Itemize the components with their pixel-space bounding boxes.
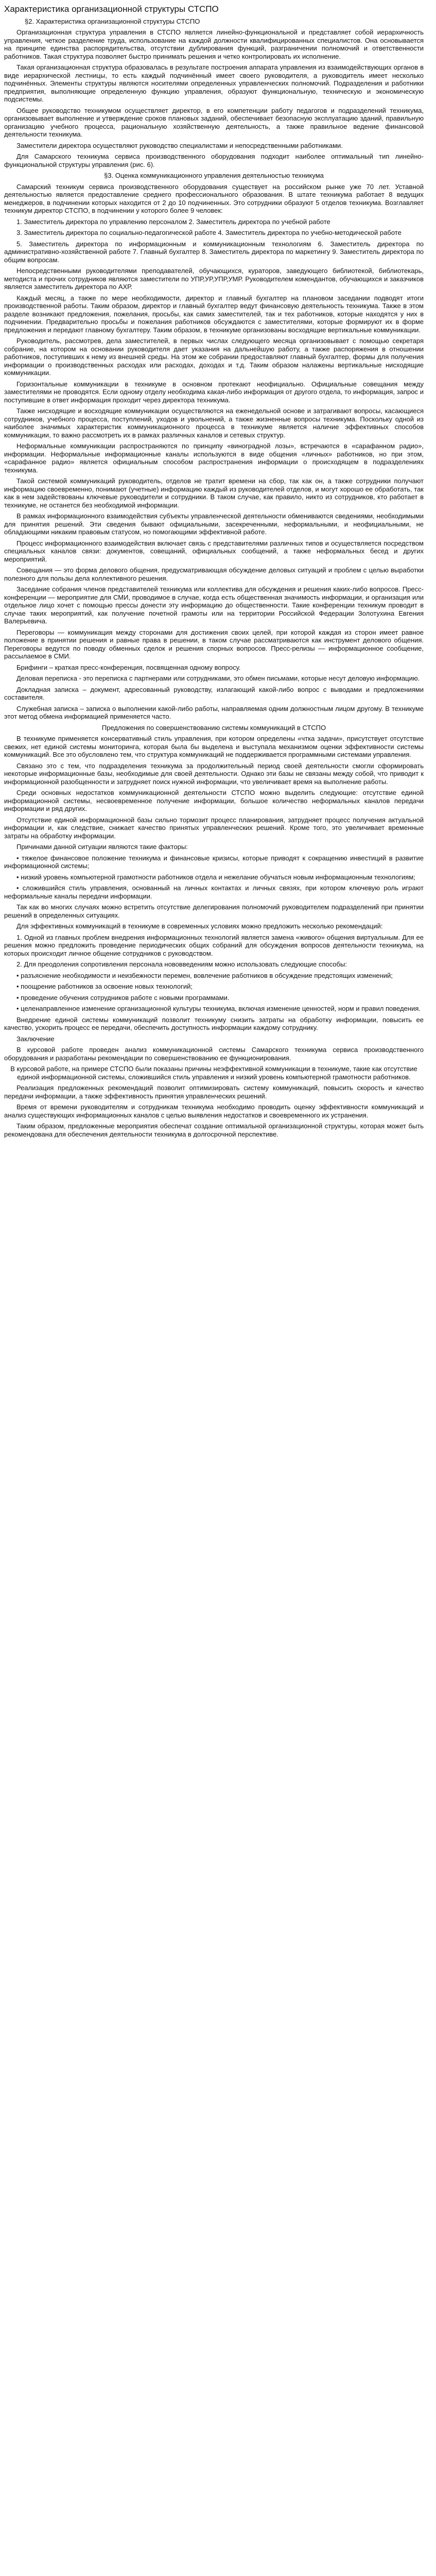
section-subheading: Предложения по совершенствованию системы коммуникаций в СТСПО [101, 723, 326, 732]
body-paragraph: Причинами данной ситуации являются такие факторы: [16, 843, 188, 851]
section-subheading: §3. Оценка коммуникационного управления деятельностью техникума [104, 172, 324, 179]
body-paragraph: • тяжелое финансовое положение техникума и финансовые кризисы, которые приводят к сокращению инвестиций в развитие информационной системы; [4, 854, 424, 870]
body-paragraph: • целенаправленное изменение организационной культуры техникума, включая изменение ценностей, норм и правил поведения. [16, 1005, 421, 1012]
body-paragraph: Связано это с тем, что подразделения техникума за продолжительный период своей деятельности смогли сформировать некоторые информационные базы, необходимые для своей деятельности. Однако эти базы не связаны между собой, что приводит к информационной разобщенности и затрудняет поиск нужной информации, что увеличивает время на выполнение работы. [4, 761, 424, 786]
body-paragraph: Реализация предложенных рекомендаций позволит оптимизировать систему коммуникаций, повысить скорость и качество передачи информации, а также эффективность принятия управленческих решений. [4, 1084, 424, 1100]
body-paragraph: Организационная структура управления в СТСПО является линейно-функциональной и представляет собой иерархичность управления, четкое разделение труда, использование на каждой должности квалифицированных специалистов. Она основывается на принципе единства распорядительства, отсутствии дублирования функций, разграничении полномочий и ответственности работников. Такая структура позволяет быстро принимать решения и четко контролировать их исполнение. [4, 28, 424, 60]
body-paragraph: • проведение обучения сотрудников работе с новыми программами. [16, 993, 230, 1002]
body-paragraph: В рамках информационного взаимодействия субъекты управленческой деятельности обмениваются сведениями, необходимыми для принятия решений. Эти сведения бывают официальными, засекреченными, неформальными, и неофициальными, не обладающими никаким правовым статусом, но помогающими эффективной работе. [4, 512, 424, 536]
body-paragraph: Так как во многих случаях можно встретить отсутствие делегирования полномочий руководителем подразделений при принятии решений в определенных ситуациях. [4, 903, 424, 919]
body-paragraph: Непосредственными руководителями преподавателей, обучающихся, кураторов, заведующего библиотекой, библиотекарь, методиста и прочих сотрудников являются заместители по УПР,УР,УПР,УМР. Руководителем комендантов, обучающихся и заказчиков является заместитель директора по АХР. [4, 267, 424, 291]
body-paragraph: 5. Заместитель директора по информационным и коммуникационным технологиям 6. Заместитель директора по административно-хозяйственной работе 7. Главный бухгалтер 8. Заместитель директора по маркетингу 9. Заместитель директора по общим вопросам. [4, 240, 424, 264]
body-paragraph: В техникуме применяется консервативный стиль управления, при котором определены «чтка задачи», присутствует отсутствие свежих, нет единой системы мониторинга, которая была бы выделена и выступала механизмом оценки эффективности системы коммуникаций. Все это обусловлено тем, что структура коммуникаций не поддерживается программными системами управления. [4, 735, 424, 758]
body-paragraph: Горизонтальные коммуникации в техникуме в основном протекают неофициально. Официальные совещания между заместителями не проводятся. Если одному отделу необходима какая-либо информация от другого отдела, то информация, запрос и поступившие в ответ информация проходит через директора техникума. [4, 380, 424, 404]
body-paragraph: • низкий уровень компьютерной грамотности работников отдела и нежелание обучаться новым информационным технологиям; [16, 873, 415, 881]
section-heading: §2. Характеристика организационной структуры СТСПО [25, 18, 200, 25]
body-paragraph: Каждый месяц, а также по мере необходимости, директор и главный бухгалтер на плановом заседании подводят итоги производственной работы. Таким образом, директор и главный бухгалтер ведут финансовую деятельность техникума. Также в этом разделе возникают предложения, пожелания, просьбы, как самих заместителей, так и тех работников, которые находятся у них в подчинении. Предварительно просьбы и пожелания работников обсуждаются с заместителями, которые формируют их в форме предложения и передают главному бухгалтеру. Таким образом, в техникуме организованы восходящие вертикальные коммуникации. [4, 294, 424, 334]
body-paragraph: Самарский техникум сервиса производственного оборудования существует на российском рынке уже 70 лет. Уставной деятельностью является предоставление среднего профессионального образования. В штате техникума работает 8 ведущих менеджеров, в подчинении которых находится от 2 до 10 подчиненных. Это сотрудники образуют 5 отделов техникума. Возглавляет техникум директор СТСПО, в подчинении у которого более 9 человек: [4, 182, 424, 214]
document-body [4, 28, 424, 1138]
body-paragraph: Для эффективных коммуникаций в техникуме в современных условиях можно предложить несколько рекомендаций: [16, 922, 383, 930]
body-paragraph: 3. Заместитель директора по социально-педагогической работе 4. Заместитель директора по учебно-методической работе [16, 229, 402, 236]
document-page [0, 0, 428, 1146]
body-paragraph: 2. Для преодоления сопротивления персонала нововведениям можно использовать следующие способы: [16, 960, 347, 968]
body-paragraph: Служебная записка – записка о выполнении какой-либо работы, направляемая одним должностным лицом другому. В техникуме этот метод обмена информацией применяется часто. [4, 704, 424, 720]
body-paragraph: Для Самарского техникума сервиса производственного оборудования подходит наиболее оптимальный тип линейно-функциональной структуры управления (рис. 6). [4, 152, 424, 168]
page-title: Характеристика организационной структуры СТСПО [4, 4, 219, 14]
body-paragraph: Также нисходящие и восходящие коммуникации осуществляются на еженедельной основе и затрагивают вопросы, касающиеся сотрудников, учебного процесса, поступлений, уходов и увольнений, а также жизненные вопросы техникума. Поскольку одной из наиболее значимых характеристик коммуникационного процесса в техникуме является наличие эффективных способов коммуникации, то важно рассмотреть их в рамках различных каналов и сетевых структур. [4, 407, 424, 439]
body-paragraph: Заседание собрания членов представителей техникума или коллектива для обсуждения и решения каких-либо вопросов. Пресс-конференции — мероприятие для СМИ, проводимое в случае, когда есть общественная значимость информации, и организация или отдельное лицо хочет с помощью прессы донести эту информацию до общественности. Такие конференции техникум проводит в случае таких мероприятий, как получение почетной грамоты или на территории Российской Федерации Золотухина Евгения Валерьевича. [4, 585, 424, 625]
body-paragraph: Деловая переписка - это переписка с партнерами или сотрудниками, это обмен письмами, которые несут деловую информацию. [16, 674, 420, 682]
body-paragraph: Среди основных недостатков коммуникационной деятельности СТСПО можно выделить следующие: отсутствие единой информационной системы, несвоевременное получение информации, большое количество неформальных каналов передачи информации и ряд других. [4, 789, 424, 812]
body-paragraph: Отсутствие единой информационной базы сильно тормозит процесс планирования, затрудняет процесс получения актуальной информации и, как следствие, снижает качество принятых управленческих решений. Кроме того, это увеличивает временные затраты на обработку информации. [4, 816, 424, 840]
body-paragraph: Совещания — это форма делового общения, предусматривающая обсуждение деловых ситуаций и проблем с целью выработки полезного для пользы дела коллективного решения. [4, 566, 424, 582]
body-paragraph: Докладная записка – документ, адресованный руководству, излагающий какой-либо вопрос с выводами и предложениями составителя. [4, 685, 424, 701]
body-paragraph: Переговоры — коммуникация между сторонами для достижения своих целей, при которой каждая из сторон имеет равное положение в принятии решения и равные права в решении, в таком случае рассматриваются как инструмент делового общения. Переговоры ведутся по поводу обменных сделок и решения спорных вопросов. Пресс-релизы — информационное сообщение, рассылаемое в СМИ. [4, 628, 424, 660]
body-paragraph: Брифинги – краткая пресс-конференция, посвященная одному вопросу. [16, 663, 241, 671]
body-paragraph: Внедрение единой системы коммуникаций позволит техникуму снизить затраты на обработку информации, повысить ее качество, ускорить процесс ее передачи, обеспечить доступность информации каждому сотруднику. [4, 1015, 424, 1031]
body-paragraph: Неформальные коммуникации распространяются по принципу «виноградной лозы», встречаются в «сарафанном радио», информации. Неформальные информационные каналы используются в виде общения «личных» работников, но при этом, «сарафанное радио» является официальным способом распространения информации о происходящем в подразделениях техникума. [4, 442, 424, 474]
body-paragraph: • разъяснение необходимости и неизбежности перемен, вовлечение работников в обсуждение предстоящих изменений; [16, 971, 393, 979]
body-paragraph: Таким образом, предложенные мероприятия обеспечат создание оптимальной организационной структуры, которая может быть рекомендована для обеспечения деятельности техникума в долгосрочной перспективе. [4, 1122, 424, 1138]
body-paragraph: • поощрение работников за освоение новых технологий; [16, 982, 193, 990]
body-paragraph: 1. Одной из главных проблем внедрения информационных технологий является замена «живого» общения виртуальным. Для ее решения можно предложить проведение периодических общих собраний для обсуждения вопросов деятельности техникума, на которых происходит личное общение сотрудников с руководством. [4, 933, 424, 957]
body-paragraph: • сложившийся стиль управления, основанный на личных контактах и личных связях, при котором ключевую роль играют неформальные каналы передачи информации. [4, 884, 424, 900]
body-paragraph: Заместители директора осуществляют руководство специалистами и непосредственными работниками. [16, 141, 343, 149]
body-paragraph: В курсовой работе проведен анализ коммуникационной системы Самарского техникума сервиса производственного оборудования и разработаны рекомендации по совершенствованию ее функционирования. [4, 1046, 424, 1062]
body-paragraph: Общее руководство техникумом осуществляет директор, в его компетенции работу педагогов и подразделений техникума, организовывает выполнение и утверждение сроков плановых заданий, обеспечивает безопасную эксплуатацию зданий, правильную организацию учебного процесса, рациональную хозяйственную деятельность, а также правильное ведение финансовой деятельности техникума. [4, 106, 424, 138]
body-paragraph: Время от времени руководителям и сотрудникам техникума необходимо проводить оценку эффективности коммуникаций и анализ существующих информационных каналов с целью выявления недостатков и своевременного их устранения. [4, 1103, 424, 1119]
body-paragraph: Процесс информационного взаимодействия включает связь с представителями различных типов и осуществляется посредством специальных каналов связи: документов, совещаний, официальных сообщений, а также неформальных бесед и других мероприятий. [4, 539, 424, 563]
section-subheading: В курсовой работе, на примере СТСПО были показаны причины неэффективной коммуникации в техникуме, такие как отсутствие единой информационной системы, сложившийся стиль управления и низкий уровень компьютерной грамотности работников. [10, 1065, 417, 1081]
body-paragraph: Заключение [16, 1035, 55, 1043]
body-paragraph: 1. Заместитель директора по управлению персоналом 2. Заместитель директора по учебной работе [16, 217, 330, 226]
body-paragraph: Такой системой коммуникаций руководитель, отделов не тратит времени на сбор, так как он, а также сотрудники получают информацию своевременно, понимают (учетные) информацию каждый из руководителей отделов, и могут хорошо ее обработать, так как в нем задействованы ключевые руководители и сотрудники. В таком случае, как правило, никто из сотрудников, кто работает в техникуме, не останется без необходимой информации. [4, 477, 424, 509]
body-paragraph: Такая организационная структура образовалась в результате построения аппарата управления из взаимодействующих органов в виде иерархической лестницы, то есть каждый подчинённый имеет своего руководителя, а руководитель имеет несколько подчинённых. Элементы структуры являются носителями определенных управленческих полномочий. Подразделения и работники предприятия, выполняющие определенную функцию управления, образуют функциональную, техническую и экономическую подсистемы. [4, 63, 424, 103]
body-paragraph: Руководитель, рассмотрев, дела заместителей, в первых числах следующего месяца организовывает с помощью секретаря собрание, на котором на основании руководителя дает указания на дальнейшую работу, а также распоряжения в отношении работников, поступивших к нему из внешней среды. На этом же собрании предоставляют главный бухгалтер, формы для получения информации о производственных расходах или расходах, доходах и т.д. Таким образом налажены вертикальные нисходящие коммуникации. [4, 337, 424, 377]
